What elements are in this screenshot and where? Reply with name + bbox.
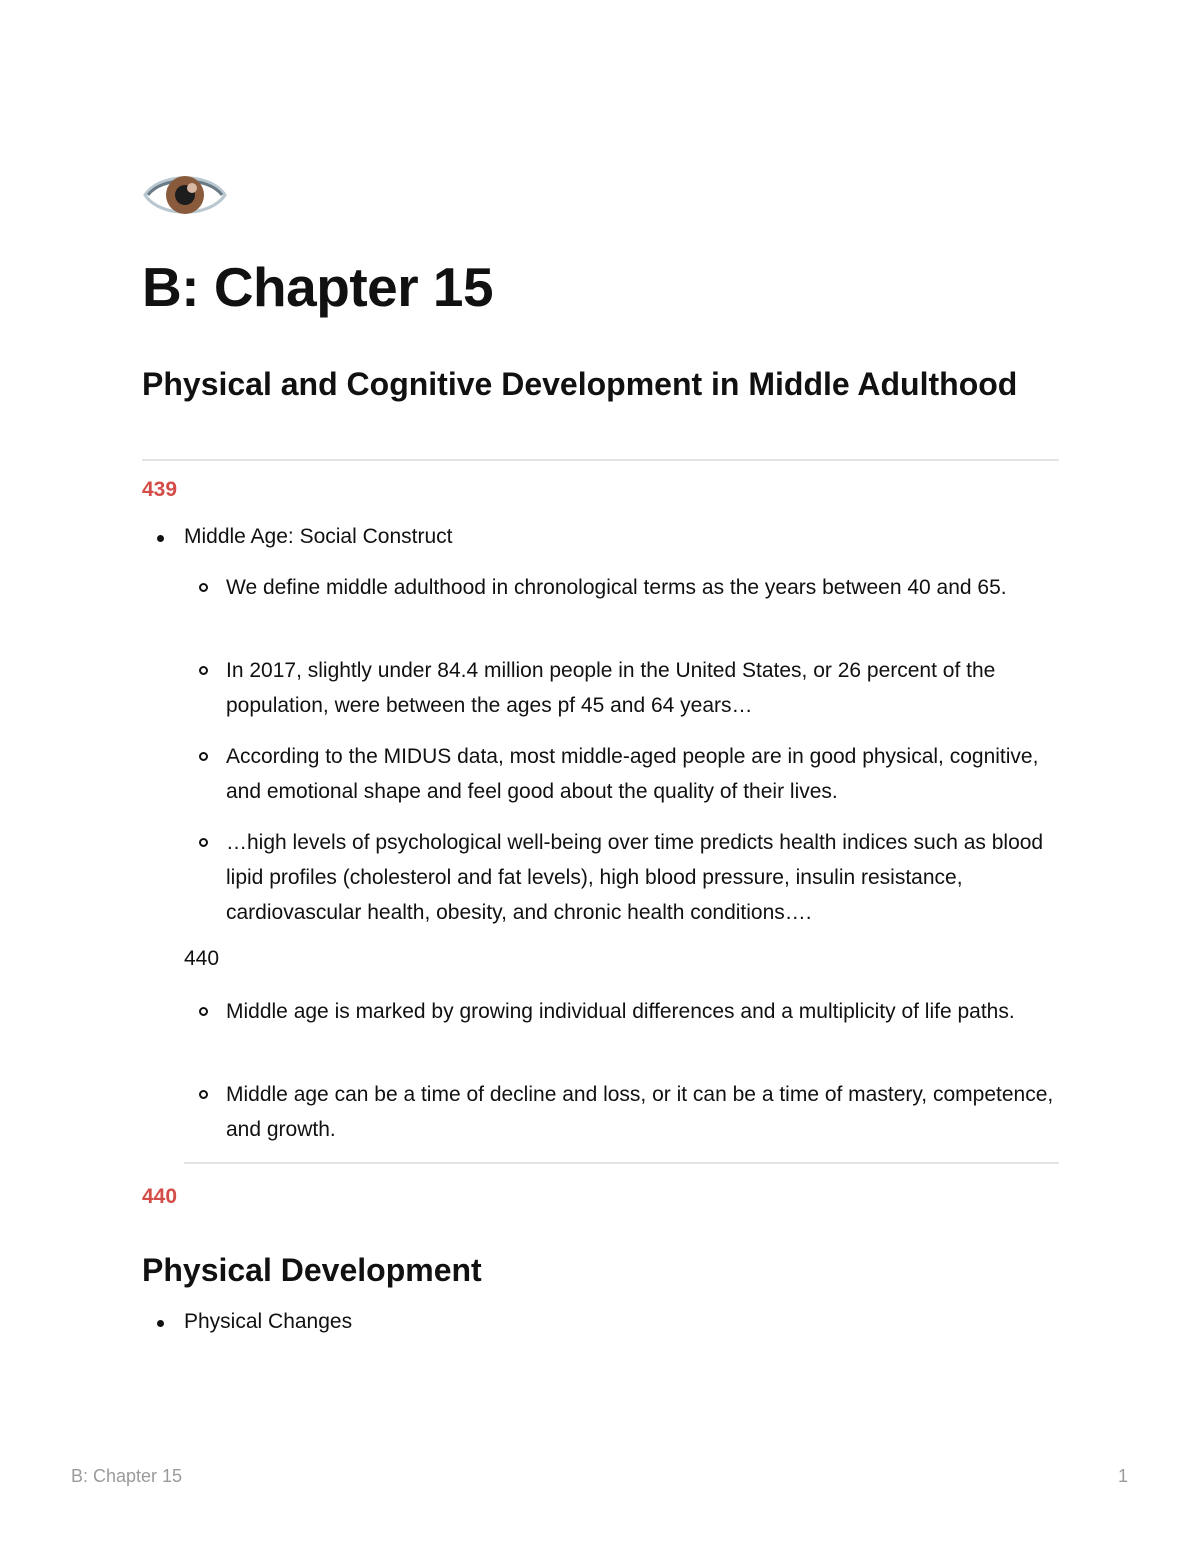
page-note: 440 (184, 947, 220, 970)
sub-list-item: Middle age is marked by growing individual differences and a multiplicity of life paths. (226, 994, 1056, 1029)
sub-list-item: According to the MIDUS data, most middle-aged people are in good physical, cognitive, and emotional shape and feel good about the quality of their lives. (226, 739, 1056, 809)
footer-title: B: Chapter 15 (71, 1466, 183, 1486)
sub-list-item: In 2017, slightly under 84.4 million people in the United States, or 26 percent of the population, were between the ages pf 45 and 64 years… (226, 653, 1056, 723)
sub-list-item: Middle age can be a time of decline and loss, or it can be a time of mastery, competence, and growth. (226, 1077, 1056, 1147)
section-heading-cognitive: Physical and Cognitive Development in Middle Adulthood (142, 366, 1018, 402)
page-reference: 439 (142, 478, 178, 501)
footer-page-number: 1 (1118, 1466, 1129, 1486)
page-title: B: Chapter 15 (142, 256, 494, 318)
section-heading-physical: Physical Development (142, 1252, 482, 1288)
sub-list-item: …high levels of psychological well-being over time predicts health indices such as blood lipid profiles (cholesterol and fat levels), high blood pressure, insulin resistance, cardiovascular health, obesity, and chronic health conditions…. (226, 825, 1056, 930)
eye-icon (142, 166, 228, 224)
section-divider (184, 1162, 1059, 1164)
page-reference: 440 (142, 1185, 178, 1208)
heading-divider (142, 459, 1059, 461)
sub-list-item: We define middle adulthood in chronological terms as the years between 40 and 65. (226, 570, 1056, 605)
list-item-middle-age: Middle Age: Social Construct (184, 525, 453, 548)
list-item-physical-changes: Physical Changes (184, 1310, 353, 1333)
